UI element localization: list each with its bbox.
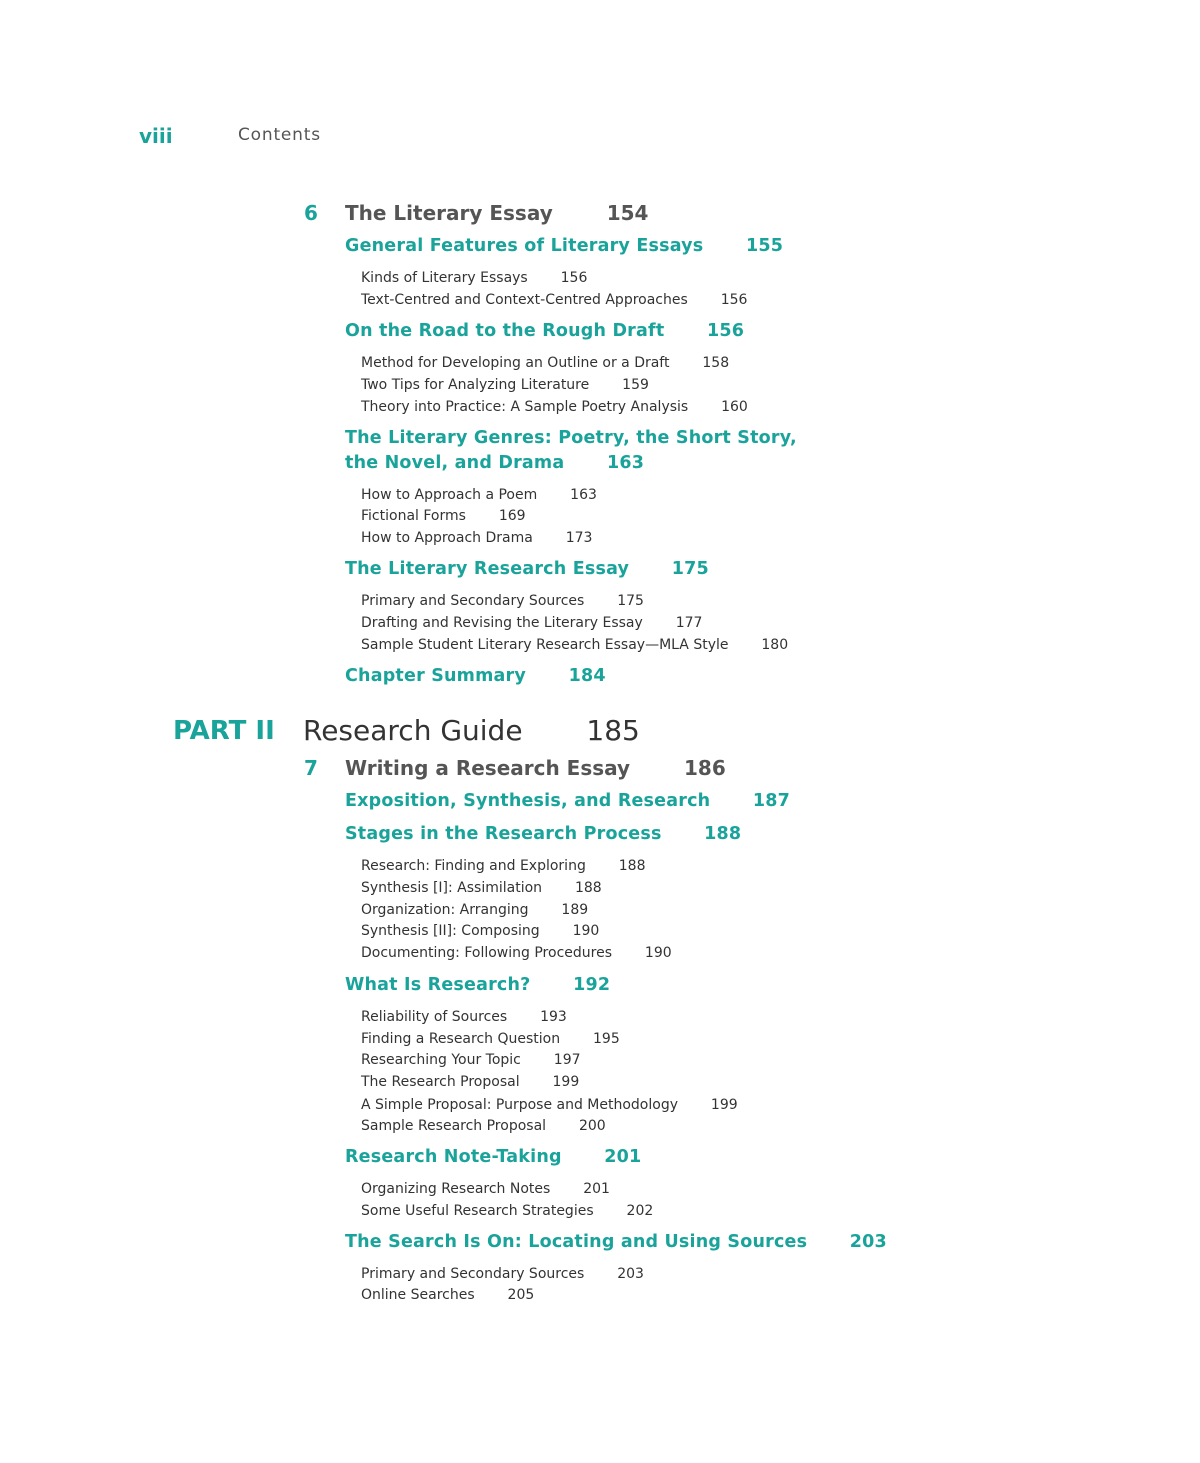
- entry-title: The Research Proposal: [361, 1074, 520, 1090]
- part-label: PART II: [173, 716, 275, 746]
- entry-page: 200: [578, 1118, 606, 1134]
- entry-title: Theory into Practice: A Sample Poetry Analysis: [361, 399, 689, 415]
- entry-title: Two Tips for Analyzing Literature: [361, 377, 590, 393]
- section-heading: [345, 1147, 641, 1167]
- entry-page: 205: [507, 1287, 535, 1303]
- chapter-title: [345, 756, 726, 780]
- entry-page: 173: [565, 530, 593, 546]
- section-title-line1: The Literary Genres: Poetry, the Short Story,: [345, 428, 797, 448]
- entry-page: 202: [626, 1203, 654, 1219]
- section-heading: [345, 1232, 887, 1252]
- toc-entry: [361, 1052, 581, 1068]
- entry-page: 188: [618, 858, 646, 874]
- entry-title: Synthesis [II]: Composing: [361, 923, 540, 939]
- toc-entry: [361, 945, 672, 961]
- entry-page: 156: [720, 292, 748, 308]
- toc-entry: [361, 399, 748, 415]
- section-title-line2: the Novel, and Drama: [345, 453, 565, 473]
- entry-title: Sample Student Literary Research Essay—MLA Style: [361, 637, 729, 653]
- section-title: On the Road to the Rough Draft: [345, 321, 665, 341]
- chapter-title-text: The Literary Essay: [345, 201, 553, 225]
- toc-entry: [361, 270, 587, 286]
- entry-title: Some Useful Research Strategies: [361, 1203, 594, 1219]
- entry-title: Researching Your Topic: [361, 1052, 521, 1068]
- part-title: [303, 714, 640, 747]
- part-page: 185: [586, 714, 640, 747]
- toc-entry: [361, 530, 592, 546]
- entry-title: Method for Developing an Outline or a Draft: [361, 355, 670, 371]
- section-page: 201: [604, 1147, 642, 1167]
- entry-title: Drafting and Revising the Literary Essay: [361, 615, 643, 631]
- toc-entry: [361, 1031, 620, 1047]
- section-title: Research Note-Taking: [345, 1147, 562, 1167]
- entry-page: 180: [761, 637, 789, 653]
- toc-entry: [361, 858, 645, 874]
- section-title: What Is Research?: [345, 975, 531, 995]
- section-page: 156: [706, 321, 745, 341]
- entry-title: Fictional Forms: [361, 508, 466, 524]
- section-title: Chapter Summary: [345, 666, 526, 686]
- entry-page: 190: [572, 923, 600, 939]
- section-title: The Literary Research Essay: [345, 559, 630, 579]
- toc-entry: [361, 923, 599, 939]
- toc-entry: [361, 593, 644, 609]
- section-page: 203: [849, 1232, 887, 1252]
- toc-entry: [361, 487, 597, 503]
- section-heading: [345, 559, 709, 579]
- entry-title: Primary and Secondary Sources: [361, 1266, 585, 1282]
- toc-entry: [361, 292, 747, 308]
- section-page: 155: [746, 236, 784, 256]
- entry-title: Online Searches: [361, 1287, 475, 1303]
- entry-title: Sample Research Proposal: [361, 1118, 547, 1134]
- entry-page: 188: [574, 880, 602, 896]
- entry-title: Organization: Arranging: [361, 902, 529, 918]
- entry-page: 203: [617, 1266, 644, 1282]
- chapter-title: [345, 201, 648, 225]
- section-heading: [345, 321, 744, 341]
- toc-entry: [361, 637, 788, 653]
- section-title: The Search Is On: Locating and Using Sources: [345, 1232, 808, 1252]
- section-page: 187: [752, 791, 791, 811]
- section-heading: [345, 975, 610, 995]
- section-page: 192: [573, 975, 611, 995]
- entry-title: A Simple Proposal: Purpose and Methodology: [361, 1097, 678, 1113]
- toc-entry: [361, 1203, 653, 1219]
- entry-page: 175: [617, 593, 644, 609]
- section-heading: [345, 666, 606, 686]
- entry-title: Kinds of Literary Essays: [361, 270, 528, 286]
- section-heading: [345, 791, 790, 811]
- entry-title: Reliability of Sources: [361, 1009, 508, 1025]
- entry-page: 159: [622, 377, 649, 393]
- entry-title: Documenting: Following Procedures: [361, 945, 612, 961]
- part-title-text: Research Guide: [303, 714, 523, 747]
- entry-page: 169: [498, 508, 526, 524]
- section-heading: [345, 428, 797, 448]
- entry-page: 156: [560, 270, 588, 286]
- section-title: Exposition, Synthesis, and Research: [345, 791, 711, 811]
- section-heading: [345, 236, 783, 256]
- entry-page: 199: [710, 1097, 738, 1113]
- section-page: 175: [671, 559, 709, 579]
- chapter-page: 154: [606, 201, 649, 225]
- toc-entry: [361, 1074, 579, 1090]
- chapter-number: 7: [304, 756, 318, 780]
- entry-title: Research: Finding and Exploring: [361, 858, 586, 874]
- section-page: 188: [704, 824, 742, 844]
- entry-page: 199: [552, 1074, 580, 1090]
- entry-page: 190: [644, 945, 672, 961]
- chapter-title-text: Writing a Research Essay: [345, 756, 631, 780]
- entry-title: How to Approach Drama: [361, 530, 533, 546]
- entry-title: Finding a Research Question: [361, 1031, 561, 1047]
- toc-entry: [361, 508, 526, 524]
- entry-page: 201: [583, 1181, 610, 1197]
- entry-title: Primary and Secondary Sources: [361, 593, 585, 609]
- section-title: Stages in the Research Process: [345, 824, 662, 844]
- entry-title: How to Approach a Poem: [361, 487, 538, 503]
- chapter-page: 186: [684, 756, 726, 780]
- entry-title: Text-Centred and Context-Centred Approaches: [361, 292, 688, 308]
- entry-title: Synthesis [I]: Assimilation: [361, 880, 543, 896]
- toc-entry: [361, 902, 588, 918]
- toc-entry: [361, 1097, 738, 1113]
- section-heading-cont: [345, 453, 644, 473]
- toc-entry: [361, 880, 602, 896]
- section-page: 184: [568, 666, 606, 686]
- section-page: 163: [606, 453, 645, 473]
- section-title: General Features of Literary Essays: [345, 236, 704, 256]
- entry-page: 189: [561, 902, 589, 918]
- toc-entry: [361, 615, 702, 631]
- section-heading: [345, 824, 741, 844]
- toc-entry: [361, 1266, 644, 1282]
- entry-page: 158: [702, 355, 730, 371]
- entry-title: Organizing Research Notes: [361, 1181, 551, 1197]
- toc-entry: [361, 1118, 606, 1134]
- toc-entry: [361, 377, 649, 393]
- page-folio: viii: [139, 124, 173, 148]
- toc-entry: [361, 355, 729, 371]
- entry-page: 177: [675, 615, 703, 631]
- toc-entry: [361, 1009, 567, 1025]
- entry-page: 195: [593, 1031, 620, 1047]
- chapter-number: 6: [304, 201, 318, 225]
- toc-entry: [361, 1181, 610, 1197]
- entry-page: 193: [540, 1009, 567, 1025]
- toc-entry: [361, 1287, 534, 1303]
- entry-page: 163: [570, 487, 597, 503]
- running-head: Contents: [238, 125, 321, 145]
- entry-page: 160: [721, 399, 748, 415]
- entry-page: 197: [553, 1052, 581, 1068]
